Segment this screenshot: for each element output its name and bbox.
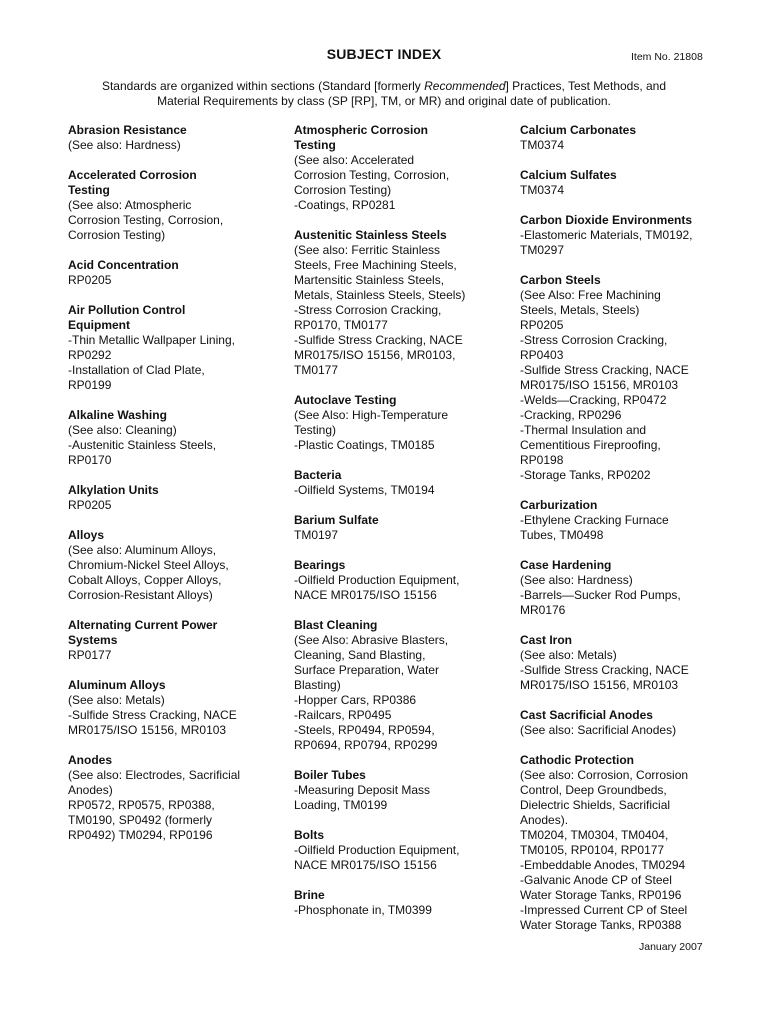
index-reference: RP0170 — [68, 453, 112, 467]
index-term: Brine — [294, 888, 325, 902]
index-reference: -Sulfide Stress Cracking, NACE — [68, 708, 237, 722]
index-reference: -Oilfield Systems, TM0194 — [294, 483, 435, 497]
index-term: Air Pollution Control — [68, 303, 186, 317]
index-term: Alternating Current Power — [68, 618, 218, 632]
index-term: Abrasion Resistance — [68, 123, 187, 137]
index-reference: RP0205 — [68, 498, 112, 512]
index-reference: -Oilfield Production Equipment, — [294, 843, 460, 857]
index-entry — [68, 303, 273, 393]
index-reference: Water Storage Tanks, RP0196 — [520, 888, 682, 902]
index-reference: RP0292 — [68, 348, 112, 362]
index-reference: MR0175/ISO 15156, MR0103 — [68, 723, 227, 737]
index-reference: RP0403 — [520, 348, 564, 362]
index-reference: Tubes, TM0498 — [520, 528, 604, 542]
index-reference: Loading, TM0199 — [294, 798, 388, 812]
index-term: Calcium Sulfates — [520, 168, 617, 182]
index-reference: Metals, Stainless Steels, Steels) — [294, 288, 466, 302]
index-entry — [520, 168, 725, 198]
index-reference: Surface Preparation, Water — [294, 663, 439, 677]
index-reference: Blasting) — [294, 678, 341, 692]
index-term: Carburization — [520, 498, 598, 512]
intro-line-1 — [60, 79, 708, 94]
index-term: Barium Sulfate — [294, 513, 379, 527]
index-reference: RP0198 — [520, 453, 564, 467]
index-entry — [520, 213, 725, 258]
index-term: Bacteria — [294, 468, 342, 482]
index-reference: MR0175/ISO 15156, MR0103, — [294, 348, 456, 362]
index-reference: -Impressed Current CP of Steel — [520, 903, 688, 917]
index-entry — [520, 558, 725, 618]
index-reference: -Storage Tanks, RP0202 — [520, 468, 651, 482]
index-reference: (See Also: Free Machining — [520, 288, 661, 302]
index-entry — [68, 678, 273, 738]
index-reference: RP0177 — [68, 648, 112, 662]
index-reference: -Barrels—Sucker Rod Pumps, — [520, 588, 681, 602]
index-term: Austenitic Stainless Steels — [294, 228, 447, 242]
index-term: Equipment — [68, 318, 130, 332]
index-term: Cast Iron — [520, 633, 573, 647]
index-reference: Anodes) — [68, 783, 113, 797]
index-entry — [68, 123, 273, 153]
index-reference: (See also: Metals) — [520, 648, 617, 662]
index-reference: Corrosion Testing, Corrosion, — [68, 213, 224, 227]
index-term: Systems — [68, 633, 118, 647]
index-reference: RP0572, RP0575, RP0388, — [68, 798, 215, 812]
index-term: Acid Concentration — [68, 258, 179, 272]
index-term: Cast Sacrificial Anodes — [520, 708, 653, 722]
index-term: Case Hardening — [520, 558, 612, 572]
index-entry — [520, 498, 725, 543]
index-term: Cathodic Protection — [520, 753, 635, 767]
index-entry — [294, 513, 499, 543]
index-reference: TM0204, TM0304, TM0404, — [520, 828, 669, 842]
index-reference: Corrosion Testing) — [68, 228, 166, 242]
intro-emphasis: Recommended — [424, 79, 506, 93]
intro-line-2: Material Requirements by class (SP [RP], TM, or MR) and original date of publication. — [157, 94, 611, 108]
index-reference: Steels, Free Machining Steels, — [294, 258, 457, 272]
index-entry — [68, 258, 273, 288]
index-term: Blast Cleaning — [294, 618, 378, 632]
intro-text: Standards are organized within sections (Standard [formerly — [101, 79, 425, 93]
index-reference: Cementitious Fireproofing, — [520, 438, 661, 452]
index-reference: TM0190, SP0492 (formerly — [68, 813, 213, 827]
index-reference: Control, Deep Groundbeds, — [520, 783, 667, 797]
index-entry — [294, 393, 499, 453]
index-reference: (See also: Cleaning) — [68, 423, 177, 437]
index-entry — [520, 633, 725, 693]
index-entry — [294, 468, 499, 498]
index-reference: -Hopper Cars, RP0386 — [294, 693, 417, 707]
index-reference: Corrosion Testing) — [294, 183, 392, 197]
intro-text: ] Practices, Test Methods, and — [505, 79, 667, 93]
index-entry — [294, 618, 499, 753]
index-reference: -Ethylene Cracking Furnace — [520, 513, 669, 527]
index-term: Carbon Dioxide Environments — [520, 213, 693, 227]
index-reference: -Austenitic Stainless Steels, — [68, 438, 217, 452]
index-reference: TM0197 — [294, 528, 339, 542]
index-column-3 — [520, 123, 725, 948]
index-term: Alloys — [68, 528, 105, 542]
index-reference: MR0175/ISO 15156, MR0103 — [520, 378, 679, 392]
index-entry — [520, 708, 725, 738]
index-term: Alkylation Units — [68, 483, 159, 497]
index-reference: RP0205 — [68, 273, 112, 287]
index-reference: MR0176 — [520, 603, 566, 617]
index-entry — [68, 168, 273, 243]
index-reference: (See also: Hardness) — [68, 138, 181, 152]
index-reference: -Stress Corrosion Cracking, — [294, 303, 442, 317]
index-reference: -Thin Metallic Wallpaper Lining, — [68, 333, 235, 347]
index-term: Autoclave Testing — [294, 393, 397, 407]
index-reference: Dielectric Shields, Sacrificial — [520, 798, 671, 812]
index-reference: (See Also: High-Temperature — [294, 408, 449, 422]
index-reference: (See also: Metals) — [68, 693, 165, 707]
index-reference: RP0492) TM0294, RP0196 — [68, 828, 213, 842]
index-reference: TM0177 — [294, 363, 339, 377]
index-term: Boiler Tubes — [294, 768, 366, 782]
index-reference: Anodes). — [520, 813, 569, 827]
index-reference: -Thermal Insulation and — [520, 423, 647, 437]
index-reference: Water Storage Tanks, RP0388 — [520, 918, 682, 932]
index-reference: -Installation of Clad Plate, — [68, 363, 205, 377]
index-column-1 — [68, 123, 273, 858]
index-reference: (See Also: Abrasive Blasters, — [294, 633, 449, 647]
index-reference: Cleaning, Sand Blasting, — [294, 648, 426, 662]
index-reference: TM0105, RP0104, RP0177 — [520, 843, 665, 857]
index-entry — [520, 753, 725, 933]
index-reference: (See also: Corrosion, Corrosion — [520, 768, 689, 782]
index-term: Alkaline Washing — [68, 408, 167, 422]
index-reference: RP0205 — [520, 318, 564, 332]
index-reference: -Stress Corrosion Cracking, — [520, 333, 668, 347]
index-entry — [68, 483, 273, 513]
index-entry — [294, 123, 499, 213]
index-term: Aluminum Alloys — [68, 678, 166, 692]
item-number: Item No. 21808 — [631, 51, 703, 63]
index-reference: -Sulfide Stress Cracking, NACE — [520, 363, 689, 377]
index-reference: TM0374 — [520, 183, 565, 197]
index-reference: Chromium-Nickel Steel Alloys, — [68, 558, 229, 572]
index-reference: -Railcars, RP0495 — [294, 708, 392, 722]
index-entry — [294, 888, 499, 918]
index-reference: -Coatings, RP0281 — [294, 198, 396, 212]
intro-paragraph — [60, 79, 708, 109]
index-reference: (See also: Accelerated — [294, 153, 415, 167]
index-reference: TM0297 — [520, 243, 565, 257]
index-reference: -Steels, RP0494, RP0594, — [294, 723, 435, 737]
index-entry — [68, 753, 273, 843]
index-reference: RP0694, RP0794, RP0299 — [294, 738, 438, 752]
index-reference: -Welds—Cracking, RP0472 — [520, 393, 667, 407]
index-reference: Martensitic Stainless Steels, — [294, 273, 445, 287]
index-reference: (See also: Sacrificial Anodes) — [520, 723, 677, 737]
index-reference: (See also: Hardness) — [520, 573, 633, 587]
index-reference: TM0374 — [520, 138, 565, 152]
index-entry — [520, 123, 725, 153]
index-term: Anodes — [68, 753, 113, 767]
index-entry — [68, 408, 273, 468]
index-term: Testing — [68, 183, 110, 197]
index-reference: RP0170, TM0177 — [294, 318, 388, 332]
index-reference: Corrosion Testing, Corrosion, — [294, 168, 450, 182]
footer-date: January 2007 — [639, 941, 703, 953]
index-term: Accelerated Corrosion — [68, 168, 197, 182]
index-reference: Cobalt Alloys, Copper Alloys, — [68, 573, 222, 587]
index-reference: -Measuring Deposit Mass — [294, 783, 431, 797]
index-reference: RP0199 — [68, 378, 112, 392]
index-entry — [294, 768, 499, 813]
index-reference: -Embeddable Anodes, TM0294 — [520, 858, 686, 872]
index-entry — [294, 228, 499, 378]
index-reference: Steels, Metals, Steels) — [520, 303, 640, 317]
index-entry — [294, 558, 499, 603]
index-reference: Corrosion-Resistant Alloys) — [68, 588, 213, 602]
index-term: Testing — [294, 138, 336, 152]
index-reference: -Sulfide Stress Cracking, NACE — [520, 663, 689, 677]
index-term: Calcium Carbonates — [520, 123, 637, 137]
index-term: Bearings — [294, 558, 346, 572]
index-entry — [68, 618, 273, 663]
index-reference: -Elastomeric Materials, TM0192, — [520, 228, 693, 242]
index-reference: -Oilfield Production Equipment, — [294, 573, 460, 587]
index-column-2 — [294, 123, 499, 933]
index-reference: NACE MR0175/ISO 15156 — [294, 588, 437, 602]
index-reference: (See also: Ferritic Stainless — [294, 243, 441, 257]
index-reference: MR0175/ISO 15156, MR0103 — [520, 678, 679, 692]
index-reference: (See also: Atmospheric — [68, 198, 192, 212]
index-reference: -Galvanic Anode CP of Steel — [520, 873, 672, 887]
index-reference: Testing) — [294, 423, 337, 437]
index-entry — [68, 528, 273, 603]
page-title: SUBJECT INDEX — [326, 46, 442, 62]
index-reference: -Phosphonate in, TM0399 — [294, 903, 432, 917]
index-reference: -Sulfide Stress Cracking, NACE — [294, 333, 463, 347]
index-term: Bolts — [294, 828, 324, 842]
index-reference: -Plastic Coatings, TM0185 — [294, 438, 435, 452]
index-term: Carbon Steels — [520, 273, 601, 287]
index-entry — [294, 828, 499, 873]
index-term: Atmospheric Corrosion — [294, 123, 429, 137]
index-reference: -Cracking, RP0296 — [520, 408, 622, 422]
index-reference: NACE MR0175/ISO 15156 — [294, 858, 437, 872]
index-entry — [520, 273, 725, 483]
index-reference: (See also: Aluminum Alloys, — [68, 543, 217, 557]
index-reference: (See also: Electrodes, Sacrificial — [68, 768, 241, 782]
